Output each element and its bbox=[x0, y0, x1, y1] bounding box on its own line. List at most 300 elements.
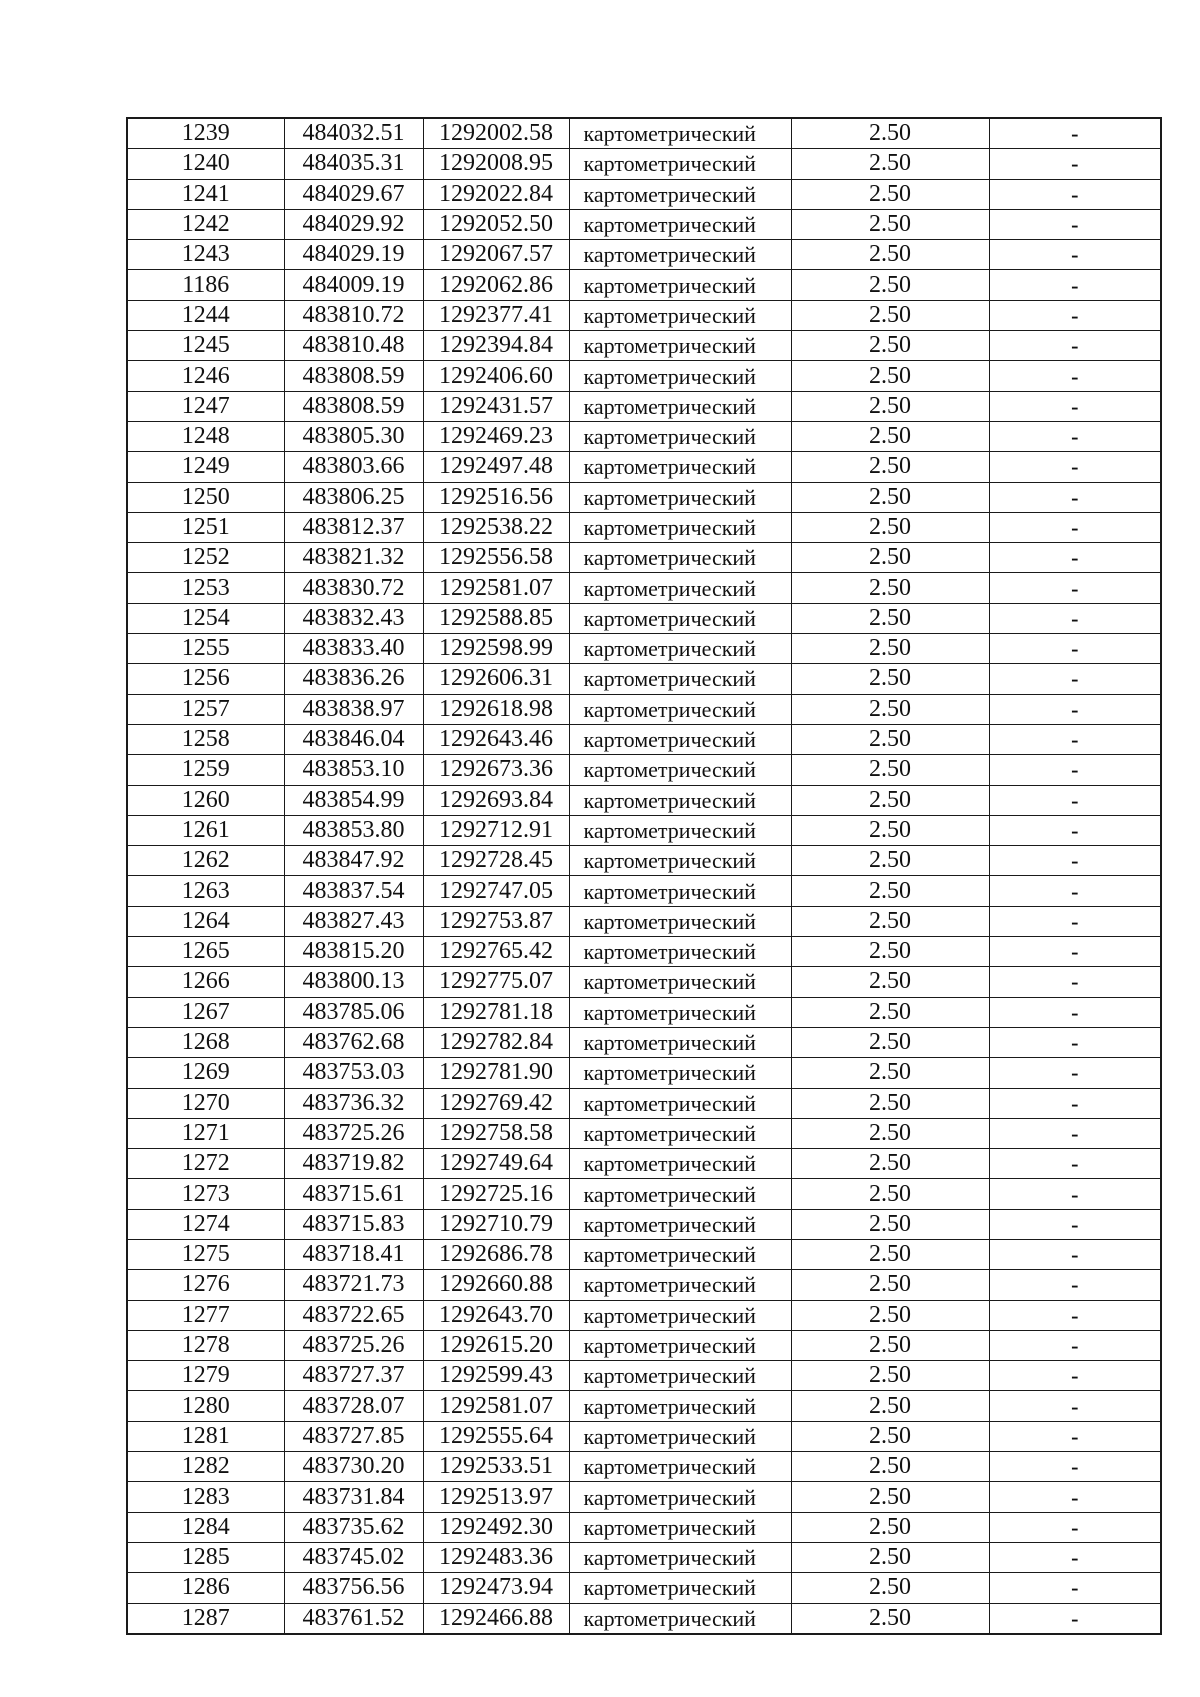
x-coordinate-cell: 483837.54 bbox=[284, 876, 423, 906]
method-cell: картометрический bbox=[569, 240, 791, 270]
y-coordinate-cell: 1292394.84 bbox=[423, 331, 569, 361]
method-cell: картометрический bbox=[569, 482, 791, 512]
y-coordinate-cell: 1292769.42 bbox=[423, 1088, 569, 1118]
table-row bbox=[127, 512, 1161, 542]
note-cell: - bbox=[989, 1118, 1161, 1148]
y-coordinate-cell: 1292598.99 bbox=[423, 634, 569, 664]
x-coordinate-cell: 483731.84 bbox=[284, 1482, 423, 1512]
table-row bbox=[127, 1603, 1161, 1634]
note-cell: - bbox=[989, 240, 1161, 270]
note-cell: - bbox=[989, 331, 1161, 361]
note-cell: - bbox=[989, 1330, 1161, 1360]
method-cell: картометрический bbox=[569, 331, 791, 361]
x-coordinate-cell: 483806.25 bbox=[284, 482, 423, 512]
table-row bbox=[127, 482, 1161, 512]
method-cell: картометрический bbox=[569, 1330, 791, 1360]
method-cell: картометрический bbox=[569, 209, 791, 239]
y-coordinate-cell: 1292712.91 bbox=[423, 815, 569, 845]
y-coordinate-cell: 1292753.87 bbox=[423, 906, 569, 936]
y-coordinate-cell: 1292533.51 bbox=[423, 1452, 569, 1482]
accuracy-cell: 2.50 bbox=[791, 240, 989, 270]
method-cell: картометрический bbox=[569, 1573, 791, 1603]
table-row bbox=[127, 937, 1161, 967]
point-number-cell: 1259 bbox=[127, 755, 284, 785]
x-coordinate-cell: 483728.07 bbox=[284, 1391, 423, 1421]
table-row bbox=[127, 421, 1161, 451]
y-coordinate-cell: 1292556.58 bbox=[423, 543, 569, 573]
accuracy-cell: 2.50 bbox=[791, 1542, 989, 1572]
note-cell: - bbox=[989, 815, 1161, 845]
table-row bbox=[127, 1300, 1161, 1330]
y-coordinate-cell: 1292765.42 bbox=[423, 937, 569, 967]
point-number-cell: 1275 bbox=[127, 1239, 284, 1269]
note-cell: - bbox=[989, 1179, 1161, 1209]
note-cell: - bbox=[989, 1391, 1161, 1421]
method-cell: картометрический bbox=[569, 1270, 791, 1300]
y-coordinate-cell: 1292492.30 bbox=[423, 1512, 569, 1542]
x-coordinate-cell: 483830.72 bbox=[284, 573, 423, 603]
accuracy-cell: 2.50 bbox=[791, 997, 989, 1027]
note-cell: - bbox=[989, 846, 1161, 876]
method-cell: картометрический bbox=[569, 664, 791, 694]
method-cell: картометрический bbox=[569, 1452, 791, 1482]
accuracy-cell: 2.50 bbox=[791, 1452, 989, 1482]
note-cell: - bbox=[989, 1300, 1161, 1330]
x-coordinate-cell: 483846.04 bbox=[284, 724, 423, 754]
x-coordinate-cell: 483810.72 bbox=[284, 300, 423, 330]
method-cell: картометрический bbox=[569, 846, 791, 876]
y-coordinate-cell: 1292693.84 bbox=[423, 785, 569, 815]
y-coordinate-cell: 1292062.86 bbox=[423, 270, 569, 300]
table-row bbox=[127, 1542, 1161, 1572]
x-coordinate-cell: 483833.40 bbox=[284, 634, 423, 664]
method-cell: картометрический bbox=[569, 543, 791, 573]
coordinates-table-body bbox=[127, 118, 1161, 1634]
y-coordinate-cell: 1292002.58 bbox=[423, 118, 569, 149]
point-number-cell: 1244 bbox=[127, 300, 284, 330]
method-cell: картометрический bbox=[569, 149, 791, 179]
table-row bbox=[127, 815, 1161, 845]
note-cell: - bbox=[989, 785, 1161, 815]
x-coordinate-cell: 483727.85 bbox=[284, 1421, 423, 1451]
y-coordinate-cell: 1292581.07 bbox=[423, 573, 569, 603]
point-number-cell: 1263 bbox=[127, 876, 284, 906]
note-cell: - bbox=[989, 997, 1161, 1027]
point-number-cell: 1242 bbox=[127, 209, 284, 239]
accuracy-cell: 2.50 bbox=[791, 967, 989, 997]
accuracy-cell: 2.50 bbox=[791, 270, 989, 300]
x-coordinate-cell: 484032.51 bbox=[284, 118, 423, 149]
note-cell: - bbox=[989, 1512, 1161, 1542]
method-cell: картометрический bbox=[569, 634, 791, 664]
accuracy-cell: 2.50 bbox=[791, 906, 989, 936]
accuracy-cell: 2.50 bbox=[791, 421, 989, 451]
x-coordinate-cell: 483730.20 bbox=[284, 1452, 423, 1482]
method-cell: картометрический bbox=[569, 694, 791, 724]
accuracy-cell: 2.50 bbox=[791, 815, 989, 845]
note-cell: - bbox=[989, 1542, 1161, 1572]
point-number-cell: 1271 bbox=[127, 1118, 284, 1148]
table-row bbox=[127, 452, 1161, 482]
point-number-cell: 1284 bbox=[127, 1512, 284, 1542]
accuracy-cell: 2.50 bbox=[791, 1300, 989, 1330]
x-coordinate-cell: 483838.97 bbox=[284, 694, 423, 724]
table-row bbox=[127, 1149, 1161, 1179]
note-cell: - bbox=[989, 1058, 1161, 1088]
point-number-cell: 1186 bbox=[127, 270, 284, 300]
table-row bbox=[127, 331, 1161, 361]
method-cell: картометрический bbox=[569, 603, 791, 633]
x-coordinate-cell: 483753.03 bbox=[284, 1058, 423, 1088]
point-number-cell: 1257 bbox=[127, 694, 284, 724]
table-row bbox=[127, 694, 1161, 724]
table-row bbox=[127, 1361, 1161, 1391]
x-coordinate-cell: 483854.99 bbox=[284, 785, 423, 815]
method-cell: картометрический bbox=[569, 1239, 791, 1269]
x-coordinate-cell: 483761.52 bbox=[284, 1603, 423, 1634]
table-row bbox=[127, 1270, 1161, 1300]
y-coordinate-cell: 1292581.07 bbox=[423, 1391, 569, 1421]
method-cell: картометрический bbox=[569, 755, 791, 785]
y-coordinate-cell: 1292747.05 bbox=[423, 876, 569, 906]
table-row bbox=[127, 997, 1161, 1027]
point-number-cell: 1283 bbox=[127, 1482, 284, 1512]
y-coordinate-cell: 1292008.95 bbox=[423, 149, 569, 179]
point-number-cell: 1270 bbox=[127, 1088, 284, 1118]
point-number-cell: 1277 bbox=[127, 1300, 284, 1330]
x-coordinate-cell: 483836.26 bbox=[284, 664, 423, 694]
x-coordinate-cell: 483715.83 bbox=[284, 1209, 423, 1239]
point-number-cell: 1273 bbox=[127, 1179, 284, 1209]
x-coordinate-cell: 483815.20 bbox=[284, 937, 423, 967]
x-coordinate-cell: 483808.59 bbox=[284, 391, 423, 421]
point-number-cell: 1260 bbox=[127, 785, 284, 815]
point-number-cell: 1274 bbox=[127, 1209, 284, 1239]
x-coordinate-cell: 484029.92 bbox=[284, 209, 423, 239]
method-cell: картометрический bbox=[569, 361, 791, 391]
point-number-cell: 1256 bbox=[127, 664, 284, 694]
point-number-cell: 1250 bbox=[127, 482, 284, 512]
accuracy-cell: 2.50 bbox=[791, 573, 989, 603]
table-row bbox=[127, 1239, 1161, 1269]
y-coordinate-cell: 1292618.98 bbox=[423, 694, 569, 724]
note-cell: - bbox=[989, 118, 1161, 149]
y-coordinate-cell: 1292497.48 bbox=[423, 452, 569, 482]
method-cell: картометрический bbox=[569, 1118, 791, 1148]
y-coordinate-cell: 1292555.64 bbox=[423, 1421, 569, 1451]
x-coordinate-cell: 483805.30 bbox=[284, 421, 423, 451]
y-coordinate-cell: 1292725.16 bbox=[423, 1179, 569, 1209]
table-row bbox=[127, 179, 1161, 209]
accuracy-cell: 2.50 bbox=[791, 1058, 989, 1088]
note-cell: - bbox=[989, 1603, 1161, 1634]
note-cell: - bbox=[989, 664, 1161, 694]
point-number-cell: 1251 bbox=[127, 512, 284, 542]
table-row bbox=[127, 149, 1161, 179]
accuracy-cell: 2.50 bbox=[791, 331, 989, 361]
method-cell: картометрический bbox=[569, 906, 791, 936]
method-cell: картометрический bbox=[569, 1421, 791, 1451]
accuracy-cell: 2.50 bbox=[791, 1603, 989, 1634]
point-number-cell: 1276 bbox=[127, 1270, 284, 1300]
accuracy-cell: 2.50 bbox=[791, 391, 989, 421]
point-number-cell: 1285 bbox=[127, 1542, 284, 1572]
point-number-cell: 1282 bbox=[127, 1452, 284, 1482]
accuracy-cell: 2.50 bbox=[791, 118, 989, 149]
accuracy-cell: 2.50 bbox=[791, 1179, 989, 1209]
point-number-cell: 1268 bbox=[127, 1027, 284, 1057]
accuracy-cell: 2.50 bbox=[791, 876, 989, 906]
accuracy-cell: 2.50 bbox=[791, 1270, 989, 1300]
y-coordinate-cell: 1292686.78 bbox=[423, 1239, 569, 1269]
note-cell: - bbox=[989, 755, 1161, 785]
method-cell: картометрический bbox=[569, 967, 791, 997]
table-row bbox=[127, 361, 1161, 391]
x-coordinate-cell: 483722.65 bbox=[284, 1300, 423, 1330]
point-number-cell: 1258 bbox=[127, 724, 284, 754]
point-number-cell: 1254 bbox=[127, 603, 284, 633]
note-cell: - bbox=[989, 270, 1161, 300]
accuracy-cell: 2.50 bbox=[791, 452, 989, 482]
accuracy-cell: 2.50 bbox=[791, 543, 989, 573]
point-number-cell: 1280 bbox=[127, 1391, 284, 1421]
y-coordinate-cell: 1292483.36 bbox=[423, 1542, 569, 1572]
note-cell: - bbox=[989, 876, 1161, 906]
note-cell: - bbox=[989, 634, 1161, 664]
y-coordinate-cell: 1292469.23 bbox=[423, 421, 569, 451]
method-cell: картометрический bbox=[569, 1027, 791, 1057]
point-number-cell: 1248 bbox=[127, 421, 284, 451]
note-cell: - bbox=[989, 906, 1161, 936]
method-cell: картометрический bbox=[569, 1482, 791, 1512]
table-row bbox=[127, 906, 1161, 936]
point-number-cell: 1247 bbox=[127, 391, 284, 421]
note-cell: - bbox=[989, 1452, 1161, 1482]
table-row bbox=[127, 1027, 1161, 1057]
method-cell: картометрический bbox=[569, 1603, 791, 1634]
method-cell: картометрический bbox=[569, 573, 791, 603]
point-number-cell: 1272 bbox=[127, 1149, 284, 1179]
y-coordinate-cell: 1292781.18 bbox=[423, 997, 569, 1027]
note-cell: - bbox=[989, 482, 1161, 512]
accuracy-cell: 2.50 bbox=[791, 1391, 989, 1421]
method-cell: картометрический bbox=[569, 1361, 791, 1391]
note-cell: - bbox=[989, 421, 1161, 451]
table-row bbox=[127, 967, 1161, 997]
y-coordinate-cell: 1292473.94 bbox=[423, 1573, 569, 1603]
note-cell: - bbox=[989, 149, 1161, 179]
y-coordinate-cell: 1292749.64 bbox=[423, 1149, 569, 1179]
table-row bbox=[127, 1452, 1161, 1482]
point-number-cell: 1245 bbox=[127, 331, 284, 361]
method-cell: картометрический bbox=[569, 300, 791, 330]
method-cell: картометрический bbox=[569, 724, 791, 754]
x-coordinate-cell: 483853.10 bbox=[284, 755, 423, 785]
table-row bbox=[127, 664, 1161, 694]
table-row bbox=[127, 240, 1161, 270]
x-coordinate-cell: 483808.59 bbox=[284, 361, 423, 391]
point-number-cell: 1266 bbox=[127, 967, 284, 997]
note-cell: - bbox=[989, 603, 1161, 633]
note-cell: - bbox=[989, 573, 1161, 603]
method-cell: картометрический bbox=[569, 876, 791, 906]
point-number-cell: 1253 bbox=[127, 573, 284, 603]
accuracy-cell: 2.50 bbox=[791, 1421, 989, 1451]
table-row bbox=[127, 118, 1161, 149]
point-number-cell: 1262 bbox=[127, 846, 284, 876]
table-row bbox=[127, 543, 1161, 573]
note-cell: - bbox=[989, 1361, 1161, 1391]
point-number-cell: 1286 bbox=[127, 1573, 284, 1603]
note-cell: - bbox=[989, 543, 1161, 573]
method-cell: картометрический bbox=[569, 1058, 791, 1088]
point-number-cell: 1252 bbox=[127, 543, 284, 573]
note-cell: - bbox=[989, 967, 1161, 997]
point-number-cell: 1255 bbox=[127, 634, 284, 664]
method-cell: картометрический bbox=[569, 785, 791, 815]
note-cell: - bbox=[989, 1209, 1161, 1239]
table-row bbox=[127, 573, 1161, 603]
accuracy-cell: 2.50 bbox=[791, 1239, 989, 1269]
point-number-cell: 1240 bbox=[127, 149, 284, 179]
note-cell: - bbox=[989, 1239, 1161, 1269]
x-coordinate-cell: 483725.26 bbox=[284, 1330, 423, 1360]
note-cell: - bbox=[989, 452, 1161, 482]
note-cell: - bbox=[989, 391, 1161, 421]
x-coordinate-cell: 483810.48 bbox=[284, 331, 423, 361]
x-coordinate-cell: 483735.62 bbox=[284, 1512, 423, 1542]
point-number-cell: 1264 bbox=[127, 906, 284, 936]
accuracy-cell: 2.50 bbox=[791, 634, 989, 664]
y-coordinate-cell: 1292782.84 bbox=[423, 1027, 569, 1057]
y-coordinate-cell: 1292775.07 bbox=[423, 967, 569, 997]
method-cell: картометрический bbox=[569, 1300, 791, 1330]
x-coordinate-cell: 483756.56 bbox=[284, 1573, 423, 1603]
table-row bbox=[127, 1330, 1161, 1360]
method-cell: картометрический bbox=[569, 1088, 791, 1118]
y-coordinate-cell: 1292673.36 bbox=[423, 755, 569, 785]
method-cell: картометрический bbox=[569, 421, 791, 451]
note-cell: - bbox=[989, 1270, 1161, 1300]
y-coordinate-cell: 1292022.84 bbox=[423, 179, 569, 209]
y-coordinate-cell: 1292643.70 bbox=[423, 1300, 569, 1330]
method-cell: картометрический bbox=[569, 1179, 791, 1209]
accuracy-cell: 2.50 bbox=[791, 755, 989, 785]
method-cell: картометрический bbox=[569, 1391, 791, 1421]
note-cell: - bbox=[989, 1573, 1161, 1603]
table-row bbox=[127, 634, 1161, 664]
point-number-cell: 1261 bbox=[127, 815, 284, 845]
y-coordinate-cell: 1292643.46 bbox=[423, 724, 569, 754]
accuracy-cell: 2.50 bbox=[791, 361, 989, 391]
point-number-cell: 1239 bbox=[127, 118, 284, 149]
x-coordinate-cell: 483853.80 bbox=[284, 815, 423, 845]
x-coordinate-cell: 484029.19 bbox=[284, 240, 423, 270]
note-cell: - bbox=[989, 1421, 1161, 1451]
x-coordinate-cell: 483827.43 bbox=[284, 906, 423, 936]
table-row bbox=[127, 391, 1161, 421]
table-row bbox=[127, 1209, 1161, 1239]
accuracy-cell: 2.50 bbox=[791, 785, 989, 815]
coordinates-table bbox=[126, 117, 1162, 1635]
y-coordinate-cell: 1292516.56 bbox=[423, 482, 569, 512]
table-row bbox=[127, 1421, 1161, 1451]
note-cell: - bbox=[989, 1027, 1161, 1057]
note-cell: - bbox=[989, 1482, 1161, 1512]
table-row bbox=[127, 1482, 1161, 1512]
accuracy-cell: 2.50 bbox=[791, 1088, 989, 1118]
y-coordinate-cell: 1292728.45 bbox=[423, 846, 569, 876]
y-coordinate-cell: 1292710.79 bbox=[423, 1209, 569, 1239]
x-coordinate-cell: 483847.92 bbox=[284, 846, 423, 876]
method-cell: картометрический bbox=[569, 1542, 791, 1572]
x-coordinate-cell: 484035.31 bbox=[284, 149, 423, 179]
note-cell: - bbox=[989, 937, 1161, 967]
x-coordinate-cell: 483832.43 bbox=[284, 603, 423, 633]
x-coordinate-cell: 483803.66 bbox=[284, 452, 423, 482]
method-cell: картометрический bbox=[569, 937, 791, 967]
table-row bbox=[127, 724, 1161, 754]
table-row bbox=[127, 300, 1161, 330]
note-cell: - bbox=[989, 694, 1161, 724]
x-coordinate-cell: 483745.02 bbox=[284, 1542, 423, 1572]
accuracy-cell: 2.50 bbox=[791, 512, 989, 542]
table-row bbox=[127, 1391, 1161, 1421]
accuracy-cell: 2.50 bbox=[791, 482, 989, 512]
x-coordinate-cell: 483762.68 bbox=[284, 1027, 423, 1057]
accuracy-cell: 2.50 bbox=[791, 1209, 989, 1239]
method-cell: картометрический bbox=[569, 1149, 791, 1179]
accuracy-cell: 2.50 bbox=[791, 846, 989, 876]
x-coordinate-cell: 483725.26 bbox=[284, 1118, 423, 1148]
accuracy-cell: 2.50 bbox=[791, 179, 989, 209]
accuracy-cell: 2.50 bbox=[791, 1118, 989, 1148]
y-coordinate-cell: 1292588.85 bbox=[423, 603, 569, 633]
note-cell: - bbox=[989, 209, 1161, 239]
point-number-cell: 1243 bbox=[127, 240, 284, 270]
table-row bbox=[127, 1058, 1161, 1088]
table-row bbox=[127, 603, 1161, 633]
x-coordinate-cell: 483800.13 bbox=[284, 967, 423, 997]
accuracy-cell: 2.50 bbox=[791, 1361, 989, 1391]
point-number-cell: 1249 bbox=[127, 452, 284, 482]
y-coordinate-cell: 1292781.90 bbox=[423, 1058, 569, 1088]
note-cell: - bbox=[989, 512, 1161, 542]
note-cell: - bbox=[989, 300, 1161, 330]
table-row bbox=[127, 1512, 1161, 1542]
table-row bbox=[127, 1573, 1161, 1603]
accuracy-cell: 2.50 bbox=[791, 603, 989, 633]
method-cell: картометрический bbox=[569, 512, 791, 542]
y-coordinate-cell: 1292538.22 bbox=[423, 512, 569, 542]
note-cell: - bbox=[989, 1149, 1161, 1179]
y-coordinate-cell: 1292615.20 bbox=[423, 1330, 569, 1360]
accuracy-cell: 2.50 bbox=[791, 149, 989, 179]
accuracy-cell: 2.50 bbox=[791, 724, 989, 754]
x-coordinate-cell: 483812.37 bbox=[284, 512, 423, 542]
x-coordinate-cell: 483715.61 bbox=[284, 1179, 423, 1209]
note-cell: - bbox=[989, 361, 1161, 391]
point-number-cell: 1287 bbox=[127, 1603, 284, 1634]
point-number-cell: 1279 bbox=[127, 1361, 284, 1391]
table-row bbox=[127, 209, 1161, 239]
y-coordinate-cell: 1292466.88 bbox=[423, 1603, 569, 1634]
point-number-cell: 1278 bbox=[127, 1330, 284, 1360]
x-coordinate-cell: 483785.06 bbox=[284, 997, 423, 1027]
x-coordinate-cell: 483721.73 bbox=[284, 1270, 423, 1300]
y-coordinate-cell: 1292513.97 bbox=[423, 1482, 569, 1512]
method-cell: картометрический bbox=[569, 997, 791, 1027]
